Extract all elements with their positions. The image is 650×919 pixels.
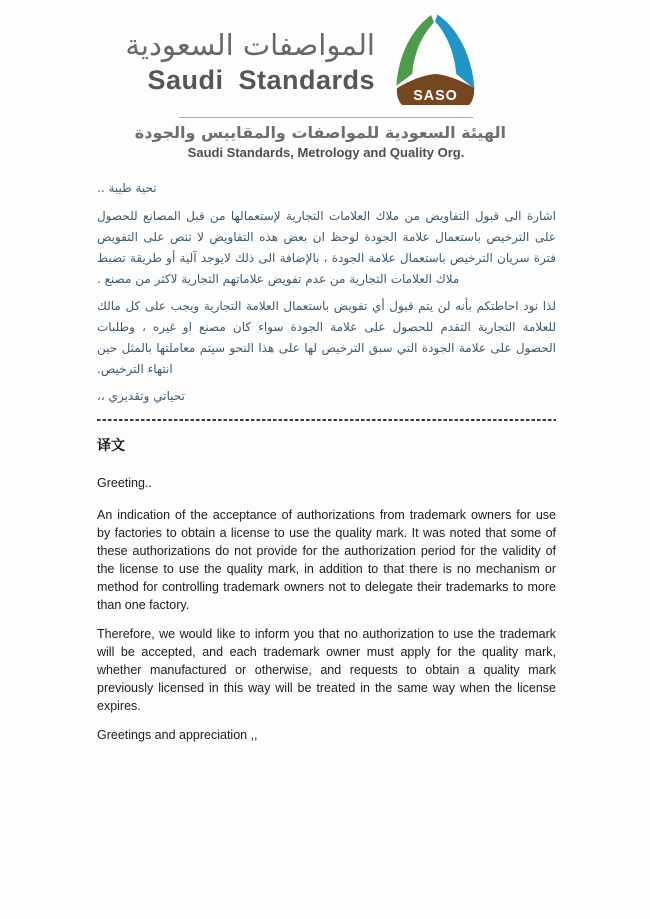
english-greeting: Greeting..: [97, 476, 152, 490]
org-name-block: [134, 117, 506, 162]
emblem-saso-label: SASO: [413, 88, 458, 105]
letter-body: [97, 178, 556, 744]
arabic-paragraph-1: اشارة الى قبول التفاويض من ملاك العلامات التجارية لإستعمالها من قبل المصانع للحصول على الترخيص باستعمال علامة الجودة لوحظ ان بعض هذه التفاويض لا تنص على التفويض فترة سريان الترخيص باستعمال علامة الجودة ، بالإضافة الى ذلك لايوجد آلية أو طريقة تضبط ملاك العلامات التجارية من عدم تفويض علاماتهم التجارية لاكثر من مصنع .: [97, 209, 556, 286]
logo-wordmark-english: Saudi Standards: [147, 65, 375, 95]
arabic-closing: تحياتي وتقديري ،،: [97, 389, 185, 403]
arabic-greeting: تحية طيبة ..: [97, 181, 157, 195]
logo-wordmark: [120, 25, 375, 95]
english-closing: Greetings and appreciation ,,: [97, 728, 258, 742]
org-name-arabic: الهيئة السعودية للمواصفات والمقاييس والجودة: [134, 123, 506, 142]
arabic-paragraph-2: لذا نود احاطتكم بأنه لن يتم قبول أي تفويض باستعمال العلامة التجارية ويجب على كل مالك للعلامة التجارية التقدم للحصول على علامة الجودة سواء كان مصنع او غيره ، وطلبات الحصول على علامة الجودة التي سبق الترخيص لها على هذا النحو سيتم معاملتها بالمثل حين انتهاء الترخيص.: [97, 299, 556, 376]
org-name-english: Saudi Standards, Metrology and Quality Org.: [187, 145, 465, 160]
translation-heading: 译文: [97, 438, 125, 454]
english-paragraph-2: Therefore, we would like to inform you that no authorization to use the trademark will be accepted, and each trademark owner must apply for the quality mark, whether manufactured or otherwise, and requests to obtain a quality mark previously licensed in this way will be treated in the same way when the license expires.: [97, 627, 556, 713]
header-divider-line: [179, 117, 473, 118]
english-paragraph-1: An indication of the acceptance of authorizations from trademark owners for use by factories to obtain a license to use the quality mark. It was noted that some of these authorizations do not provide for the authorization period for the validity of the license to use the quality mark, in addition to that there is no mechanism or method for controlling trademark owners not to delegate their trademarks to more than one factory.: [97, 508, 556, 612]
logo-wordmark-arabic: المواصفات السعودية: [125, 28, 375, 62]
saso-logo-icon: [391, 12, 480, 107]
section-dashed-divider: [97, 419, 556, 421]
